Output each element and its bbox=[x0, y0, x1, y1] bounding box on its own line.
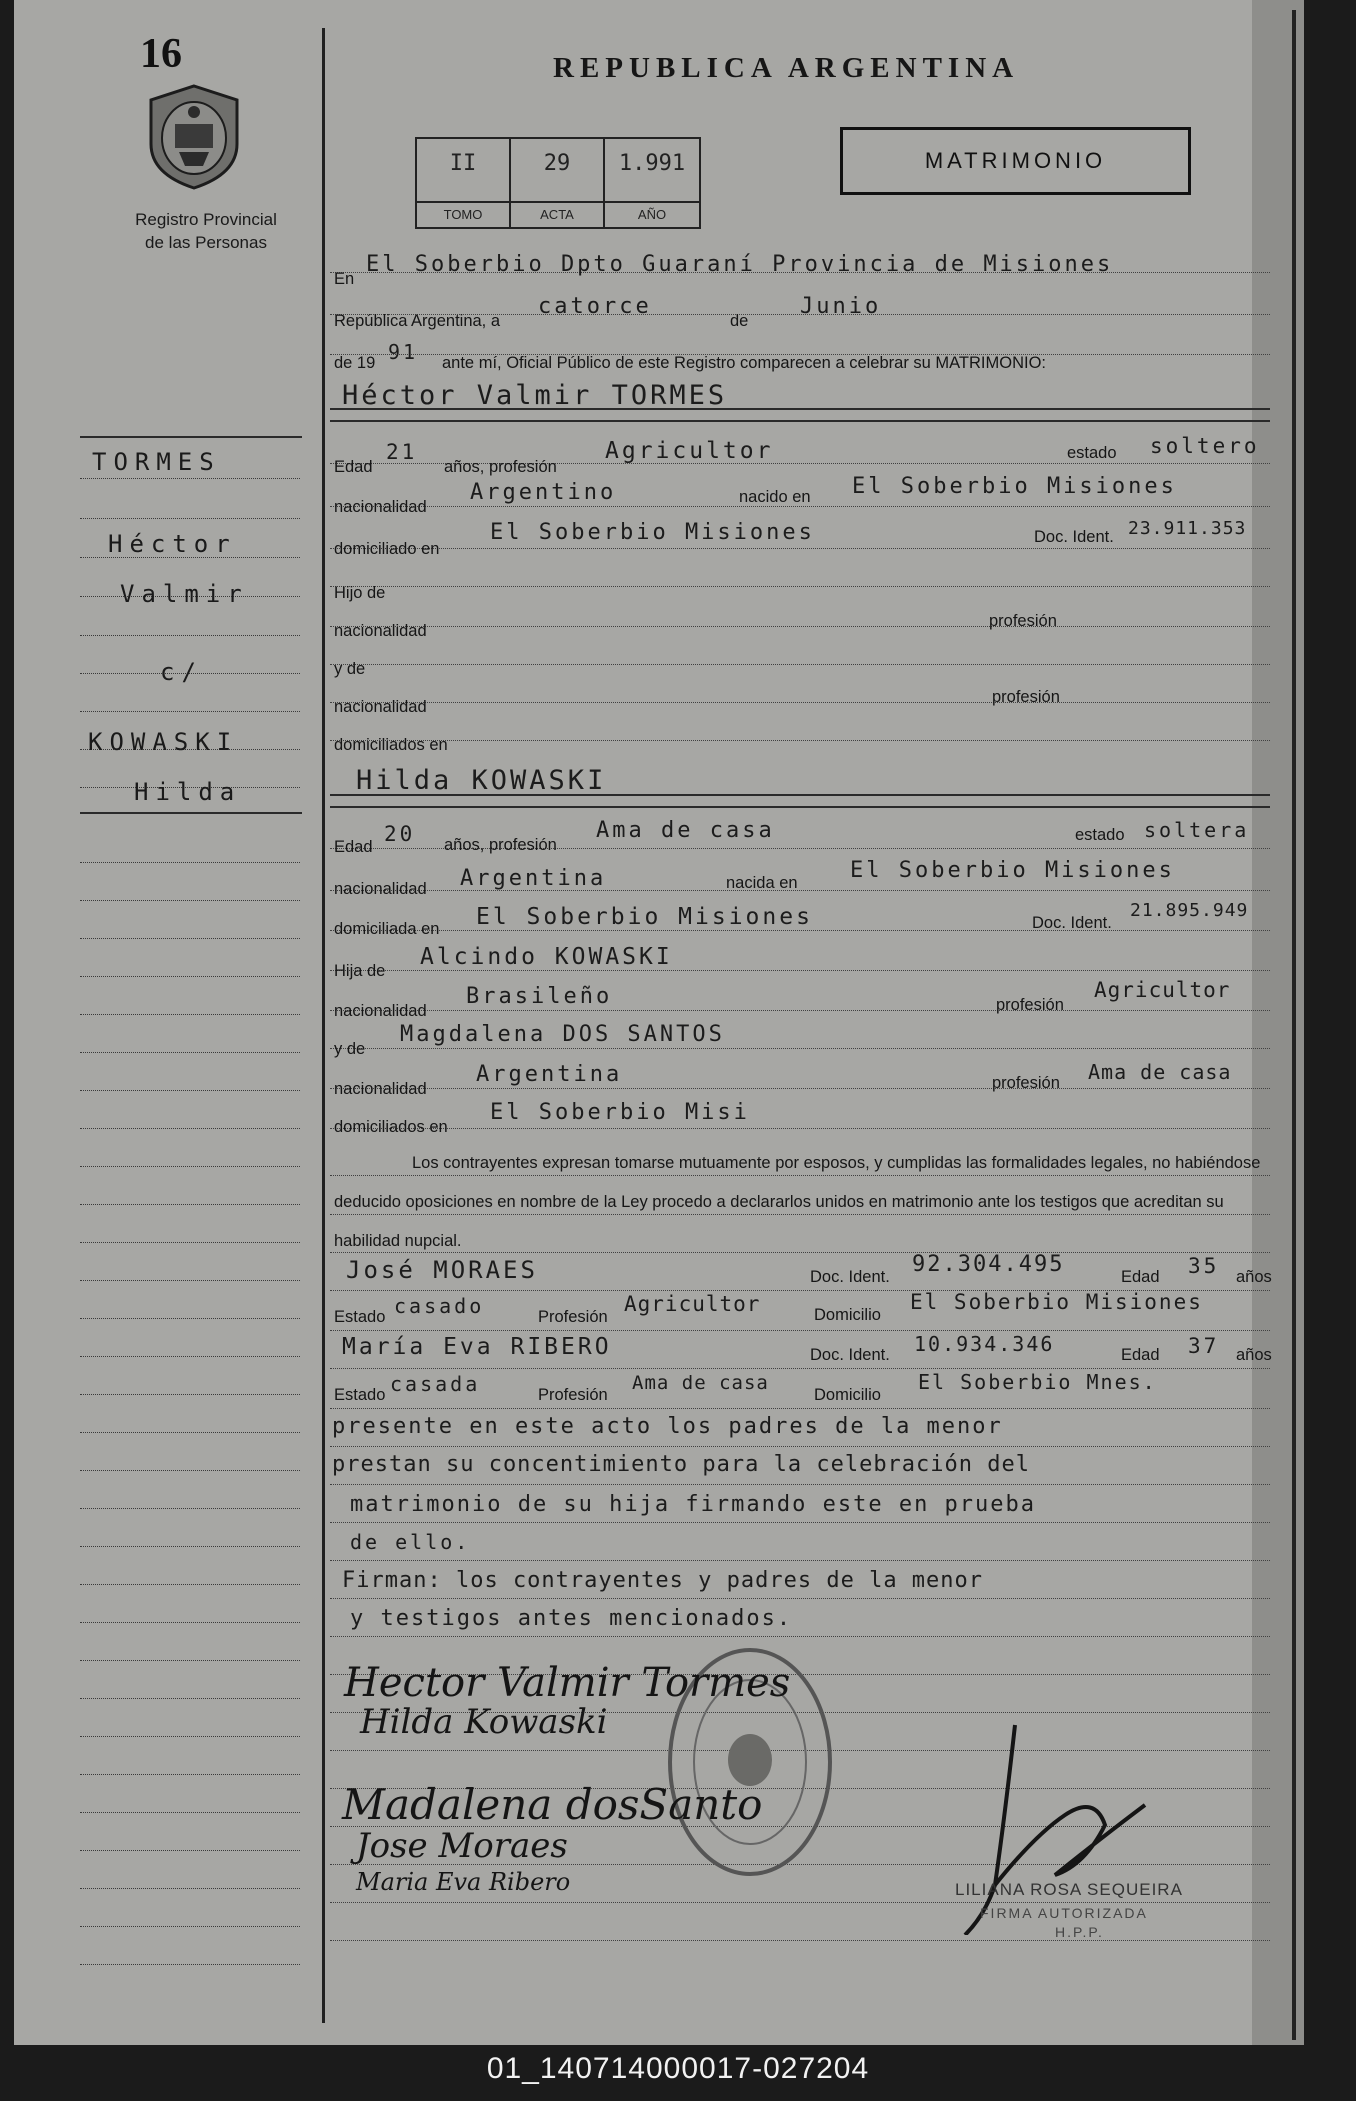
margin-firstname-groom: Héctor bbox=[108, 530, 237, 558]
act-type-box: MATRIMONIO bbox=[840, 127, 1191, 195]
groom-nacido-label: nacido en bbox=[739, 488, 811, 506]
bride-age: 20 bbox=[384, 822, 416, 846]
witness1-doc: 92.304.495 bbox=[912, 1252, 1065, 1277]
witness2-domicile: El Soberbio Mnes. bbox=[918, 1370, 1157, 1394]
place-value: El Soberbio Dpto Guaraní Provincia de Misiones bbox=[366, 252, 1114, 277]
bride-nacida-label: nacida en bbox=[726, 874, 798, 892]
bride-status: soltera bbox=[1144, 818, 1250, 842]
note-line: y testigos antes mencionados. bbox=[350, 1606, 793, 1631]
bride-profesion-label: profesión bbox=[996, 996, 1064, 1014]
groom-profession: Agricultor bbox=[605, 438, 774, 464]
witness2-doc: 10.934.346 bbox=[914, 1332, 1055, 1356]
bride-profession: Ama de casa bbox=[596, 818, 775, 843]
witness2-name: María Eva RIBERO bbox=[342, 1334, 612, 1360]
page-right-edge bbox=[1292, 10, 1296, 2040]
signature-bride: Hilda Kowaski bbox=[360, 1702, 608, 1742]
groom-nac2-label: nacionalidad bbox=[334, 622, 427, 640]
groom-estado-label: estado bbox=[1067, 444, 1117, 462]
witness2-domicilio-label: Domicilio bbox=[814, 1386, 881, 1404]
bride-dom-label: domiciliada en bbox=[334, 920, 440, 938]
groom-doms-label: domiciliados en bbox=[334, 736, 448, 754]
groom-profesion-label: profesión bbox=[989, 612, 1057, 630]
official-initials: H.P.P. bbox=[1055, 1924, 1104, 1940]
witness1-status: casado bbox=[394, 1294, 485, 1318]
year-value: 91 bbox=[388, 340, 419, 364]
registry-name bbox=[100, 208, 312, 254]
witness2-profesion-label: Profesión bbox=[538, 1386, 608, 1404]
groom-nationality: Argentino bbox=[470, 480, 617, 505]
witness2-doc-label: Doc. Ident. bbox=[810, 1346, 890, 1364]
bride-nac-label: nacionalidad bbox=[334, 880, 427, 898]
groom-yde-label: y de bbox=[334, 660, 366, 678]
margin-middlename-groom: Valmir bbox=[120, 580, 249, 608]
ano-value: 1.991 bbox=[618, 151, 686, 176]
witness2-edad-label: Edad bbox=[1121, 1346, 1160, 1364]
witness1-doc-label: Doc. Ident. bbox=[810, 1268, 890, 1286]
note-line: matrimonio de su hija firmando este en prueba bbox=[350, 1492, 1037, 1517]
witness1-name: José MORAES bbox=[346, 1256, 538, 1284]
bride-estado-label: estado bbox=[1075, 826, 1125, 844]
official-name: LILIANA ROSA SEQUEIRA bbox=[955, 1880, 1183, 1899]
bride-father: Alcindo KOWASKI bbox=[420, 944, 673, 970]
official-title: FIRMA AUTORIZADA bbox=[980, 1905, 1148, 1921]
bride-edad-label: Edad bbox=[334, 838, 373, 856]
bride-mother-nationality: Argentina bbox=[476, 1062, 623, 1087]
witness2-anos-label: años bbox=[1236, 1346, 1272, 1364]
signature-mother: Madalena dosSanto bbox=[342, 1780, 763, 1829]
groom-domicile: El Soberbio Misiones bbox=[490, 520, 815, 545]
bride-profesion2-label: profesión bbox=[992, 1074, 1060, 1092]
registry-line2: de las Personas bbox=[145, 233, 267, 252]
note-line: prestan su concentimiento para la celebración del bbox=[332, 1452, 1031, 1477]
groom-nac-label: nacionalidad bbox=[334, 498, 427, 516]
day-value: catorce bbox=[538, 294, 652, 319]
groom-doc: 23.911.353 bbox=[1128, 518, 1247, 539]
groom-doc-label: Doc. Ident. bbox=[1034, 528, 1114, 546]
bride-doc: 21.895.949 bbox=[1130, 900, 1249, 921]
acta-label: ACTA bbox=[511, 201, 603, 227]
groom-birthplace: El Soberbio Misiones bbox=[852, 474, 1177, 499]
witness1-profession: Agricultor bbox=[624, 1292, 761, 1316]
note-line: presente en este acto los padres de la menor bbox=[332, 1414, 1003, 1439]
note-line: Firman: los contrayentes y padres de la menor bbox=[342, 1568, 984, 1593]
bride-anos-label: años, profesión bbox=[444, 836, 557, 854]
witness1-anos-label: años bbox=[1236, 1268, 1272, 1286]
bride-mother: Magdalena DOS SANTOS bbox=[400, 1022, 725, 1047]
witness1-domicilio-label: Domicilio bbox=[814, 1306, 881, 1324]
bride-father-profession: Agricultor bbox=[1094, 978, 1231, 1002]
witness2-estado-label: Estado bbox=[334, 1386, 386, 1404]
bride-parents-domicile: El Soberbio Misi bbox=[490, 1100, 750, 1125]
bride-nationality: Argentina bbox=[460, 866, 607, 891]
bride-name: Hilda KOWASKI bbox=[356, 765, 607, 796]
republica-label: República Argentina, a bbox=[334, 312, 501, 330]
bride-nac2-label: nacionalidad bbox=[334, 1002, 427, 1020]
margin-divider bbox=[322, 28, 325, 2023]
signature-witness2: Maria Eva Ribero bbox=[356, 1868, 571, 1896]
acta-value: 29 bbox=[543, 151, 571, 176]
declaration-text: Los contrayentes expresan tomarse mutuamente por esposos, y cumplidas las formalidades legales, no habiéndose deducido oposiciones en nombre de la Ley procedo a declararlos unidos en matrimonio ante los testigos que acreditan su habilidad nupcial. bbox=[334, 1154, 1261, 1250]
bride-doms-label: domiciliados en bbox=[334, 1118, 448, 1136]
margin-surname-groom: TORMES bbox=[92, 448, 221, 476]
country-header: REPUBLICA ARGENTINA bbox=[553, 52, 1020, 84]
witness1-profesion-label: Profesión bbox=[538, 1308, 608, 1326]
record-box bbox=[415, 137, 701, 229]
signature-witness1: Jose Moraes bbox=[356, 1826, 568, 1866]
compare-text: ante mí, Oficial Público de este Registro comparecen a celebrar su MATRIMONIO: bbox=[442, 354, 1047, 372]
witness1-age: 35 bbox=[1188, 1254, 1220, 1278]
registry-line1: Registro Provincial bbox=[135, 210, 277, 229]
witness1-domicile: El Soberbio Misiones bbox=[910, 1290, 1203, 1314]
en-label: En bbox=[334, 270, 355, 288]
witness1-edad-label: Edad bbox=[1121, 1268, 1160, 1286]
note-line: de ello. bbox=[350, 1530, 471, 1554]
witness2-status: casada bbox=[390, 1372, 481, 1396]
witness1-estado-label: Estado bbox=[334, 1308, 386, 1326]
bride-doc-label: Doc. Ident. bbox=[1032, 914, 1112, 932]
year-prefix: de 19 bbox=[334, 354, 376, 372]
witness2-age: 37 bbox=[1188, 1334, 1220, 1358]
witness2-profession: Ama de casa bbox=[632, 1372, 769, 1394]
page-number: 16 bbox=[140, 31, 182, 77]
margin-conjunction: c/ bbox=[160, 658, 203, 686]
de-label: de bbox=[730, 312, 749, 330]
bride-hija-label: Hija de bbox=[334, 962, 386, 980]
provincial-seal-icon bbox=[145, 82, 243, 192]
image-caption: 01_140714000017-027204 bbox=[486, 2052, 870, 2085]
ano-label: AÑO bbox=[605, 201, 699, 227]
margin-surname-bride: KOWASKI bbox=[88, 728, 239, 756]
groom-name: Héctor Valmir TORMES bbox=[342, 380, 728, 411]
tomo-value: II bbox=[449, 151, 477, 176]
groom-edad-label: Edad bbox=[334, 458, 373, 476]
book-binding-edge bbox=[1252, 0, 1304, 2045]
groom-hijo-label: Hijo de bbox=[334, 584, 386, 602]
groom-age: 21 bbox=[386, 440, 418, 464]
bride-nac3-label: nacionalidad bbox=[334, 1080, 427, 1098]
bride-yde-label: y de bbox=[334, 1040, 366, 1058]
tomo-label: TOMO bbox=[417, 201, 509, 227]
signature-groom: Hector Valmir Tormes bbox=[344, 1660, 791, 1706]
bride-domicile: El Soberbio Misiones bbox=[476, 904, 813, 930]
bride-father-nationality: Brasileño bbox=[466, 984, 613, 1009]
groom-status: soltero bbox=[1150, 434, 1260, 458]
bride-birthplace: El Soberbio Misiones bbox=[850, 858, 1175, 883]
groom-anos-label: años, profesión bbox=[444, 458, 557, 476]
groom-profesion2-label: profesión bbox=[992, 688, 1060, 706]
bride-mother-profession: Ama de casa bbox=[1088, 1060, 1232, 1084]
month-value: Junio bbox=[800, 294, 882, 319]
groom-nac3-label: nacionalidad bbox=[334, 698, 427, 716]
margin-firstname-bride: Hilda bbox=[134, 778, 242, 806]
official-signature-icon bbox=[955, 1715, 1155, 1935]
groom-dom-label: domiciliado en bbox=[334, 540, 440, 558]
